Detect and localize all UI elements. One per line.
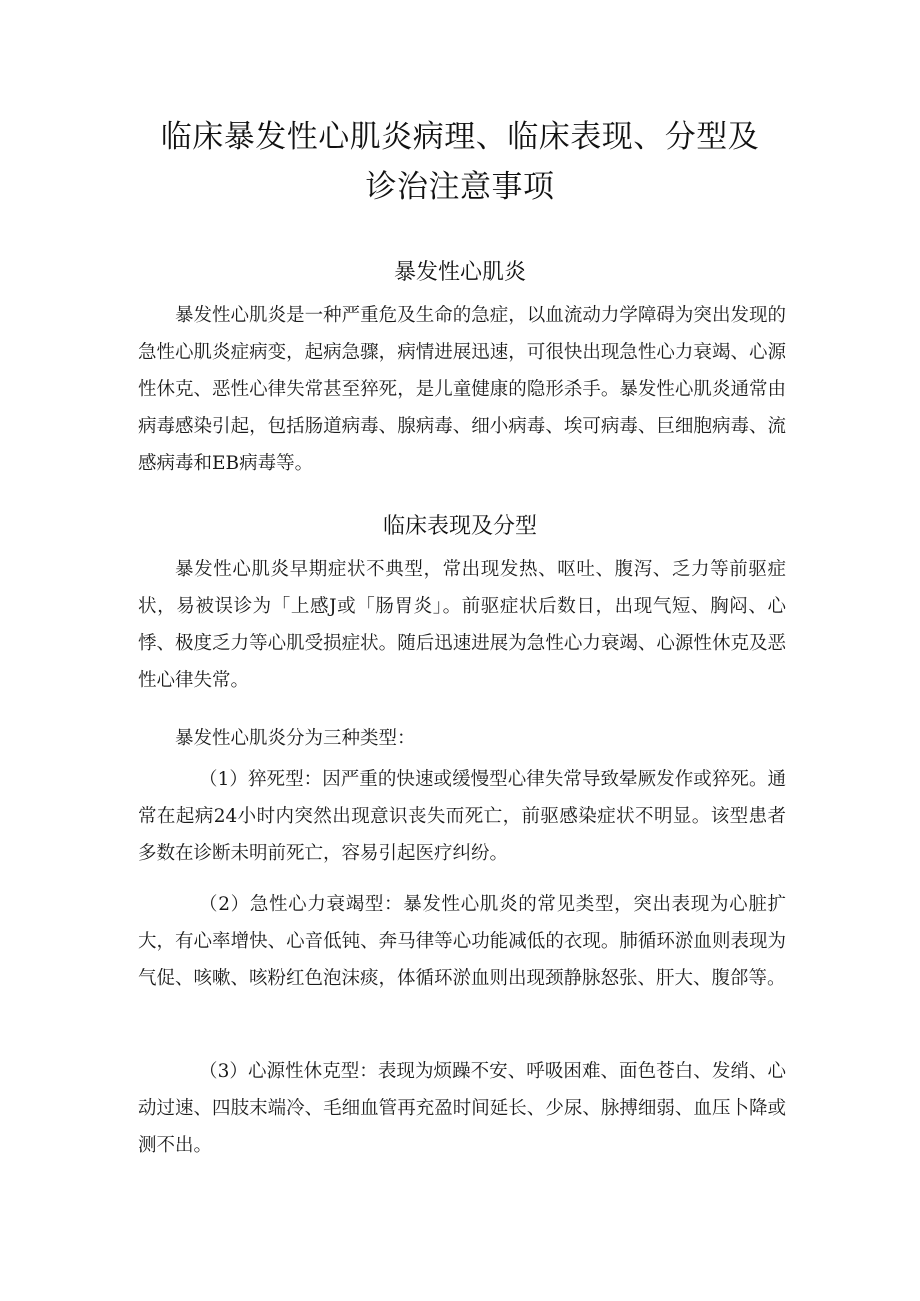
paragraph-type-cardiogenic-shock: （3）心源性休克型：表现为烦躁不安、呼吸困难、面色苍白、发绡、心动过速、四肢末端冷、毛细血管再充盈时间延长、少尿、脉搏细弱、血压卜降或测不出。 [138, 1061, 786, 1156]
document-title-line-2: 诊治注意事项 [365, 169, 555, 205]
paragraph-types-intro: 暴发性心肌炎分为三种类型： [175, 728, 416, 749]
paragraph-type-sudden-death: （1）猝死型：因严重的快速或缓慢型心律失常导致晕厥发作或猝死。通常在起病24小时内突然出现意识丧失而死亡，前驱感染症状不明显。该型患者多数在诊断未明前死亡，容易引起医疗纠纷。 [138, 769, 786, 864]
document-title-line-1: 临床暴发性心肌炎病理、临床表现、分型及 [160, 119, 760, 155]
document-title [100, 112, 820, 212]
section-heading-fulminant-myocarditis: 暴发性心肌炎 [393, 260, 526, 285]
paragraph-definition: 暴发性心肌炎是一种严重危及生命的急症，以血流动力学障碍为突出发现的急性心肌炎症病变，起病急骤，病情进展迅速，可很快出现急性心力衰竭、心源性休克、恶性心律失常甚至猝死，是儿童健康的隐形杀手。暴发性心肌炎通常由病毒感染引起，包括肠道病毒、腺病毒、细小病毒、埃可病毒、巨细胞病毒、流感病毒和EB病毒等。 [138, 305, 786, 474]
section-heading-clinical-manifestations: 临床表现及分型 [382, 514, 537, 539]
paragraph-early-symptoms: 暴发性心肌炎早期症状不典型，常出现发热、呕吐、腹泻、乏力等前驱症状，易被误诊为「上感J或「肠胃炎」。前驱症状后数日，出现气短、胸闷、心悸、极度乏力等心肌受损症状。随后迅速进展为急性心力衰竭、心源性休克及恶性心律失常。 [138, 559, 786, 691]
paragraph-type-heart-failure: （2）急性心力衰竭型：暴发性心肌炎的常见类型，突出表现为心脏扩大，有心率增快、心音低钝、奔马律等心功能减低的衣现。肺循环淤血则表现为气促、咳嗽、咳粉红色泡沫痰，体循环淤血则出现颈静脉怒张、肝大、腹郃等。 [138, 894, 786, 989]
